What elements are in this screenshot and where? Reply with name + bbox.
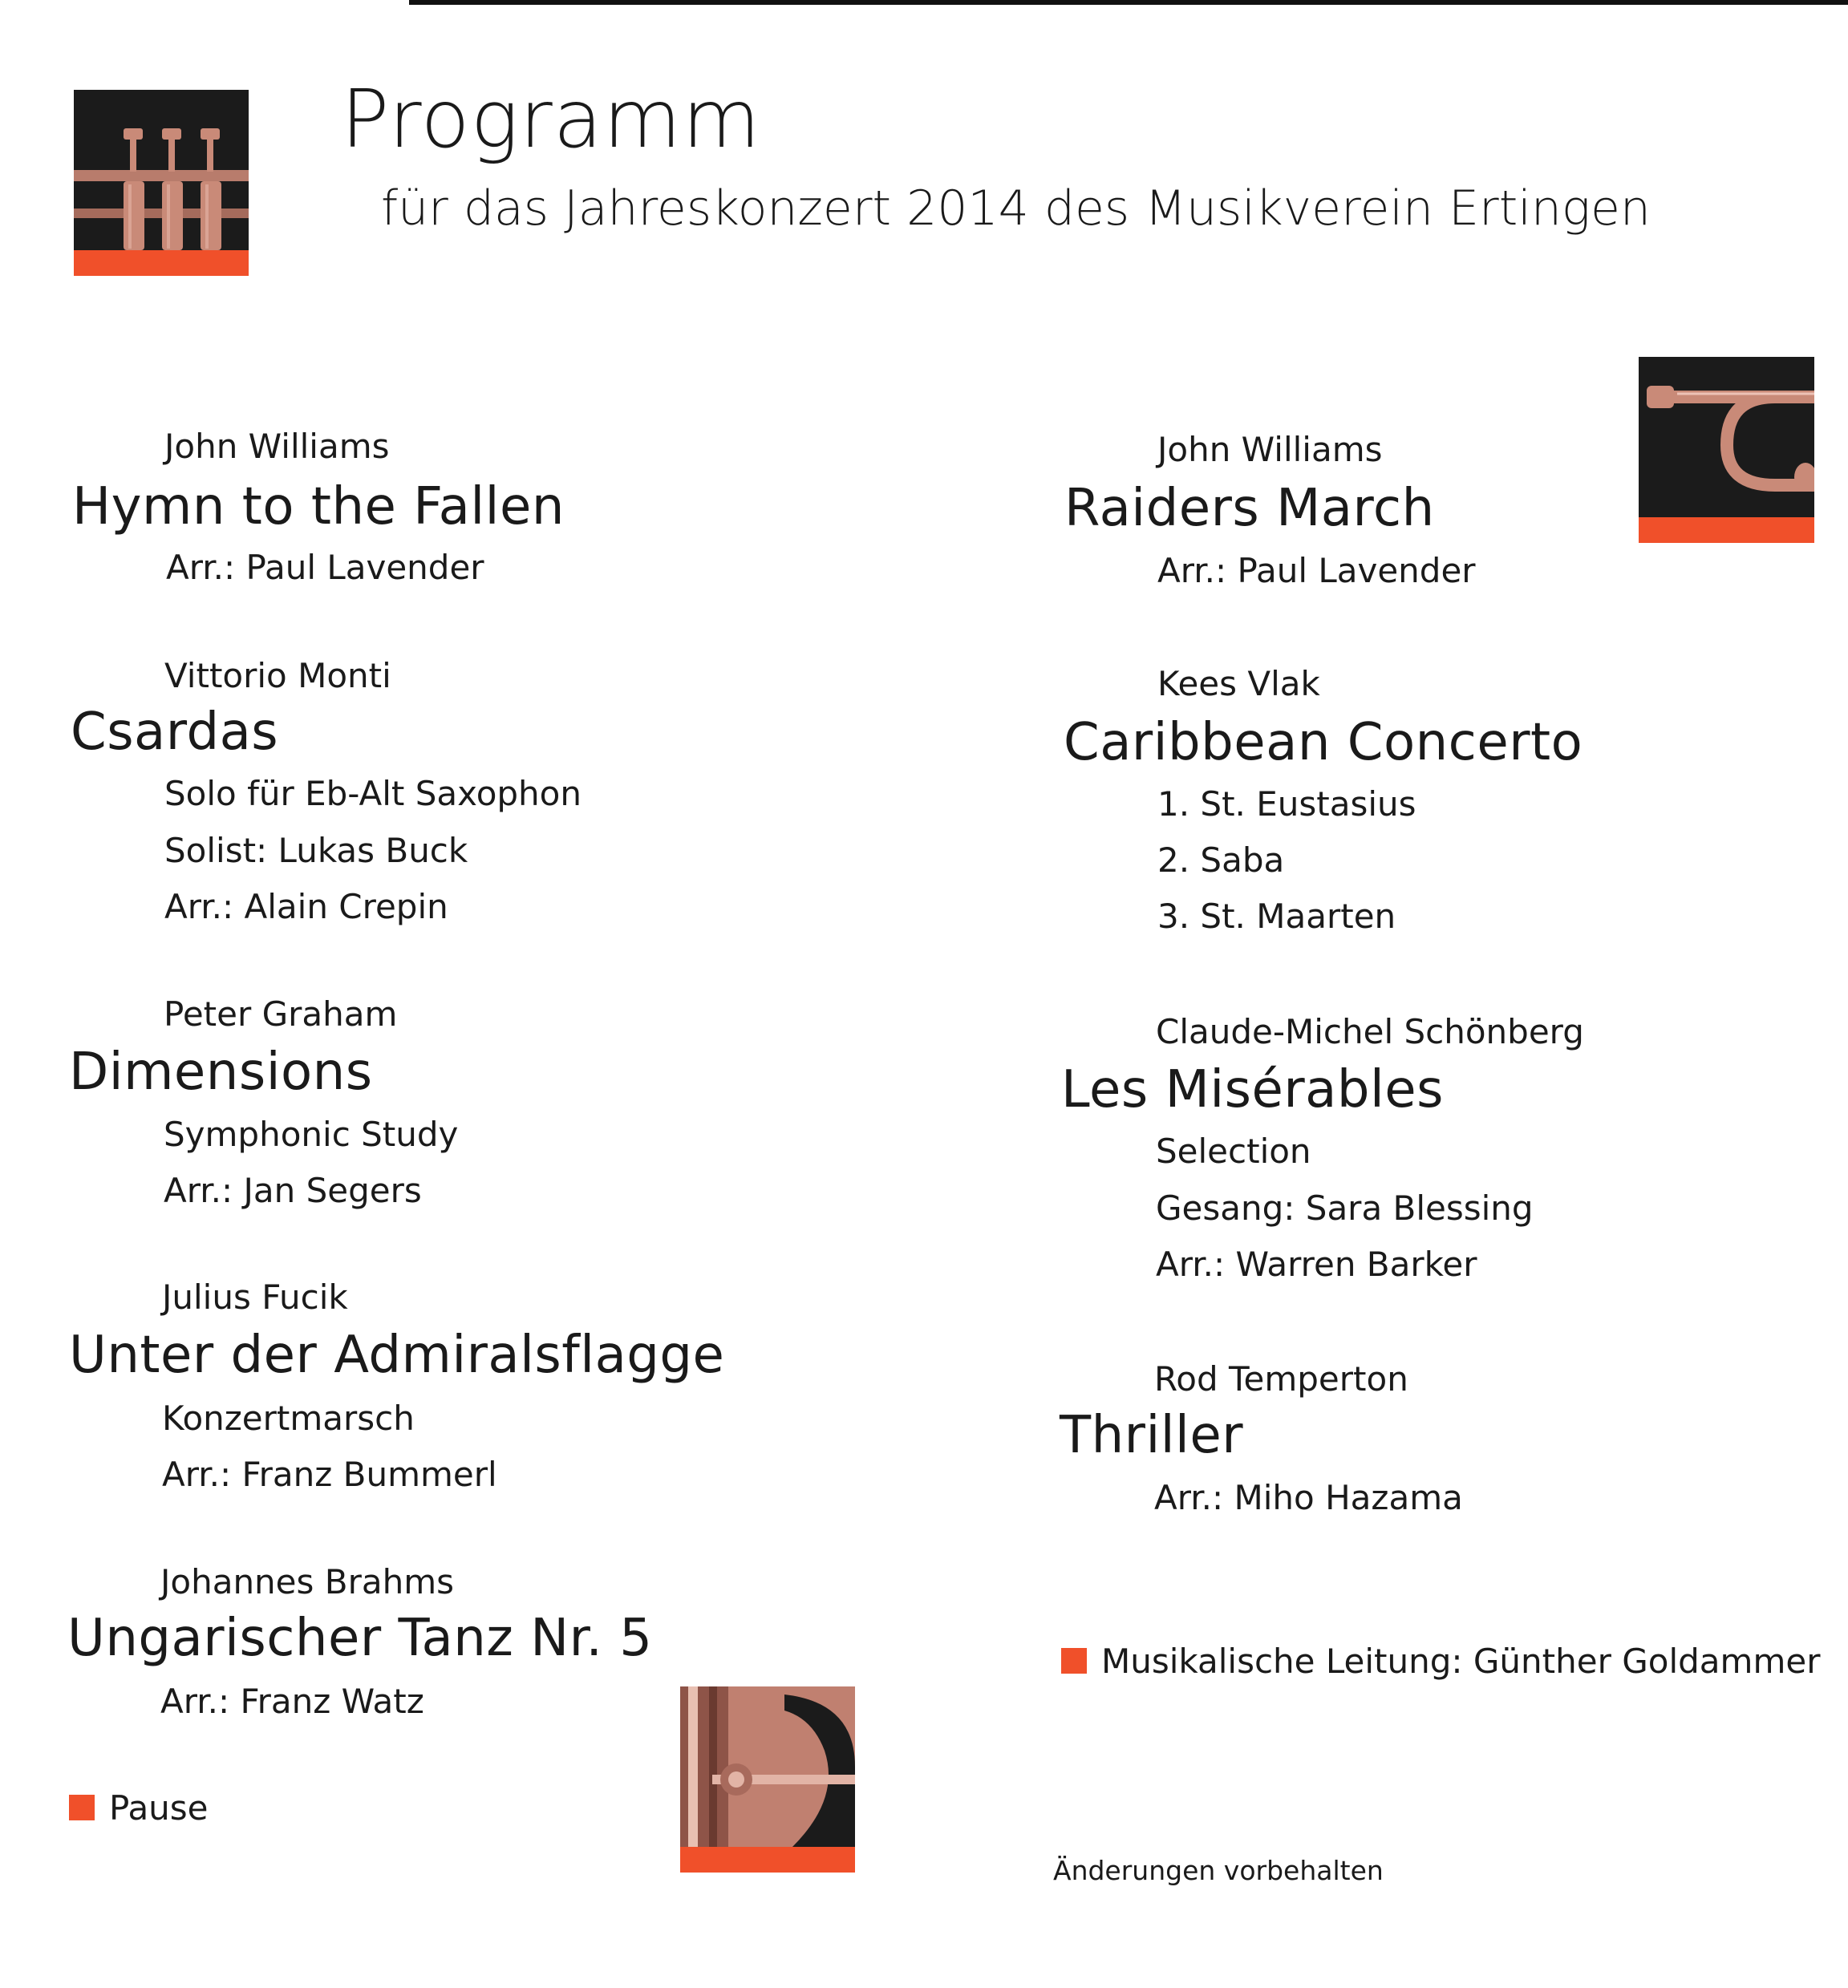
orange-square-icon (1061, 1648, 1087, 1674)
page-subtitle: für das Jahreskonzert 2014 des Musikverein Ertingen (381, 180, 1651, 237)
top-rule (409, 0, 1848, 5)
composer-name: John Williams (1157, 430, 1383, 469)
composer-name: Claude-Michel Schönberg (1156, 1012, 1584, 1051)
piece-detail: 3. St. Maarten (1157, 897, 1396, 936)
piece-detail: 1. St. Eustasius (1157, 784, 1416, 824)
piece-detail: Gesang: Sara Blessing (1156, 1188, 1534, 1228)
piece-detail: Arr.: Franz Bummerl (162, 1455, 497, 1494)
piece-detail: Arr.: Miho Hazama (1154, 1478, 1463, 1517)
composer-name: John Williams (164, 427, 390, 466)
piece-title: Les Misérables (1061, 1060, 1444, 1120)
piece-detail: Solo für Eb-Alt Saxophon (164, 774, 582, 813)
piece-detail: Arr.: Alain Crepin (164, 887, 448, 926)
page-title: Programm (341, 72, 761, 166)
saxophone-icon (680, 1686, 855, 1873)
piece-title: Caribbean Concerto (1064, 713, 1583, 772)
composer-name: Johannes Brahms (160, 1562, 454, 1601)
piece-detail: Arr.: Paul Lavender (1157, 551, 1476, 590)
trumpet-valves-icon (74, 90, 249, 276)
composer-name: Rod Temperton (1154, 1359, 1408, 1399)
pause-label: Pause (109, 1788, 209, 1828)
footnote: Änderungen vorbehalten (1053, 1855, 1384, 1886)
piece-title: Ungarischer Tanz Nr. 5 (67, 1609, 653, 1668)
piece-detail: Konzertmarsch (162, 1399, 415, 1438)
piece-title: Unter der Admiralsflagge (69, 1326, 725, 1385)
piece-detail: Arr.: Paul Lavender (166, 548, 484, 587)
piece-detail: Arr.: Franz Watz (160, 1682, 424, 1721)
piece-title: Hymn to the Fallen (72, 477, 565, 536)
composer-name: Peter Graham (164, 994, 398, 1034)
piece-detail: 2. Saba (1157, 840, 1285, 880)
piece-title: Raiders March (1064, 479, 1435, 538)
piece-title: Csardas (71, 702, 279, 762)
piece-detail: Solist: Lukas Buck (164, 831, 468, 870)
piece-title: Dimensions (69, 1043, 373, 1102)
trumpet-mouthpiece-icon (1639, 357, 1814, 543)
leader-label: Musikalische Leitung: Günther Goldammer (1101, 1642, 1821, 1681)
piece-detail: Arr.: Warren Barker (1156, 1245, 1477, 1284)
composer-name: Julius Fucik (162, 1277, 348, 1317)
composer-name: Vittorio Monti (164, 656, 391, 695)
piece-detail: Symphonic Study (164, 1115, 459, 1154)
composer-name: Kees Vlak (1157, 664, 1320, 703)
piece-detail: Selection (1156, 1132, 1311, 1171)
piece-detail: Arr.: Jan Segers (164, 1171, 422, 1210)
piece-title: Thriller (1060, 1406, 1243, 1465)
orange-square-icon (69, 1795, 95, 1820)
